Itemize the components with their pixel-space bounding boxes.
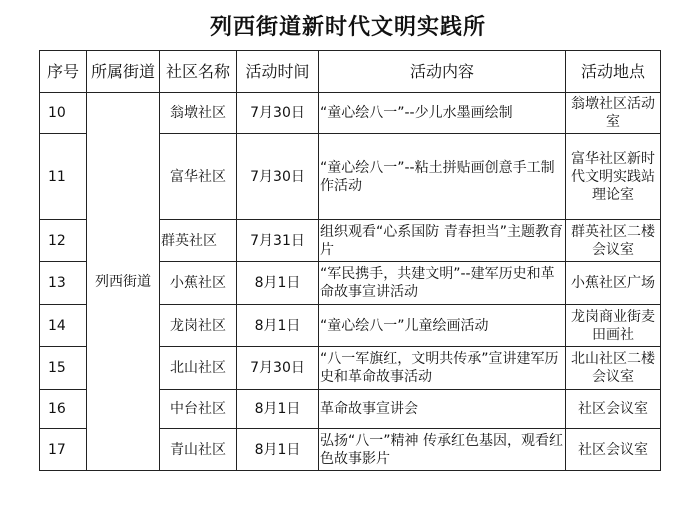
row-content: “八一军旗红，文明共传承”宣讲建军历史和革命故事活动	[319, 347, 566, 390]
row-time: 8月1日	[237, 262, 319, 305]
header-no: 序号	[40, 51, 87, 93]
row-no: 13	[40, 262, 87, 305]
row-time: 7月30日	[237, 134, 319, 220]
row-place: 社区会议室	[566, 390, 661, 429]
row-community: 群英社区	[160, 220, 237, 262]
row-content: “童心绘八一”儿童绘画活动	[319, 305, 566, 347]
row-content: 革命故事宣讲会	[319, 390, 566, 429]
row-place: 社区会议室	[566, 429, 661, 471]
page-title: 列西街道新时代文明实践所	[209, 15, 486, 40]
row-time: 7月31日	[237, 220, 319, 262]
row-community: 北山社区	[160, 347, 237, 390]
row-no: 11	[40, 134, 87, 220]
row-time: 8月1日	[237, 305, 319, 347]
row-place: 群英社区二楼会议室	[566, 220, 661, 262]
row-community: 富华社区	[160, 134, 237, 220]
row-community: 中台社区	[160, 390, 237, 429]
header-street: 所属街道	[87, 51, 160, 93]
activity-table	[39, 50, 661, 471]
header-place: 活动地点	[566, 51, 661, 93]
row-content: “军民携手，共建文明”--建军历史和革命故事宣讲活动	[319, 262, 566, 305]
header-row	[40, 51, 661, 93]
row-no: 17	[40, 429, 87, 471]
row-time: 8月1日	[237, 390, 319, 429]
row-no: 15	[40, 347, 87, 390]
row-place: 龙岗商业街麦田画社	[566, 305, 661, 347]
header-time: 活动时间	[237, 51, 319, 93]
row-no: 10	[40, 93, 87, 134]
row-place: 小蕉社区广场	[566, 262, 661, 305]
row-place: 北山社区二楼会议室	[566, 347, 661, 390]
street-cell: 列西街道	[87, 93, 160, 471]
table-row	[40, 93, 661, 134]
header-content: 活动内容	[319, 51, 566, 93]
row-time: 7月30日	[237, 93, 319, 134]
row-no: 14	[40, 305, 87, 347]
row-place: 富华社区新时代文明实践站理论室	[566, 134, 661, 220]
row-content: 组织观看“心系国防 青春担当”主题教育片	[319, 220, 566, 262]
row-community: 小蕉社区	[160, 262, 237, 305]
row-content: “童心绘八一”--粘土拼贴画创意手工制作活动	[319, 134, 566, 220]
row-community: 龙岗社区	[160, 305, 237, 347]
row-time: 8月1日	[237, 429, 319, 471]
row-place: 翁墩社区活动室	[566, 93, 661, 134]
row-time: 7月30日	[237, 347, 319, 390]
row-community: 翁墩社区	[160, 93, 237, 134]
header-community: 社区名称	[160, 51, 237, 93]
row-content: “童心绘八一”--少儿水墨画绘制	[319, 93, 566, 134]
row-no: 16	[40, 390, 87, 429]
row-content: 弘扬“八一”精神 传承红色基因，观看红色故事影片	[319, 429, 566, 471]
row-no: 12	[40, 220, 87, 262]
row-community: 青山社区	[160, 429, 237, 471]
